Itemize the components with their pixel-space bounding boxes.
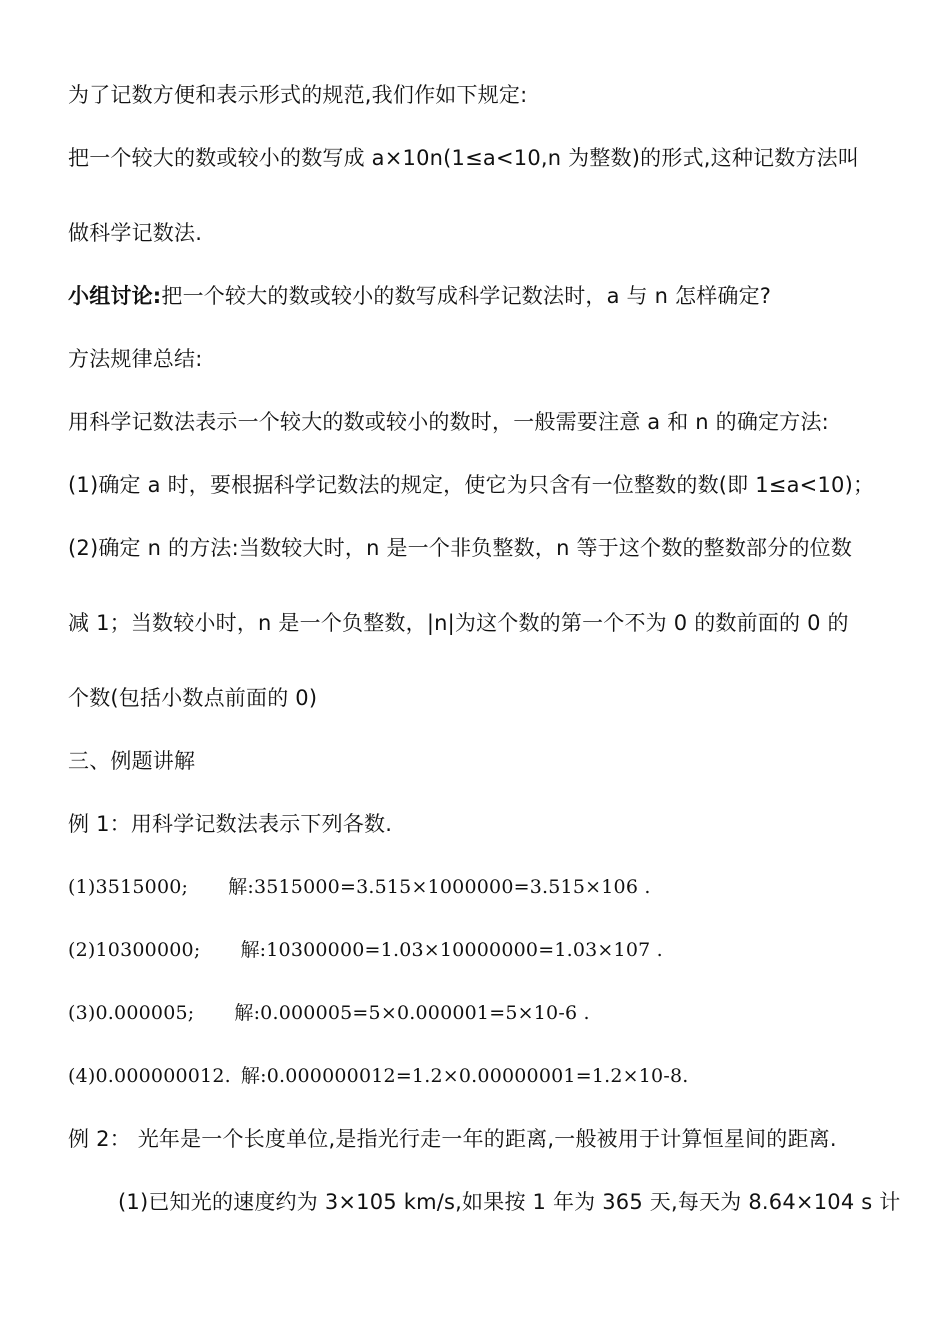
method-point-1: (1)确定 a 时，要根据科学记数法的规定，使它为只含有一位整数的数(即 1≤a<10)； bbox=[68, 473, 875, 497]
example-1-heading: 例 1：用科学记数法表示下列各数. bbox=[68, 812, 393, 836]
example-1-item-2 bbox=[68, 935, 663, 965]
example-2-item-1: (1)已知光的速度约为 3×105 km/s,如果按 1 年为 365 天,每天为 8.64×104 s 计 bbox=[118, 1190, 901, 1214]
method-summary-heading: 方法规律总结: bbox=[68, 347, 203, 371]
group-discussion-label: 小组讨论: bbox=[68, 284, 162, 308]
rule-definition-cont-line: 做科学记数法. bbox=[68, 221, 203, 245]
example-1-item-1-question: (1)3515000; bbox=[68, 876, 189, 898]
example-1-item-4-question: (4)0.000000012. bbox=[68, 1065, 231, 1087]
example-1-item-2-question: (2)10300000; bbox=[68, 939, 201, 961]
rule-intro-line: 为了记数方便和表示形式的规范,我们作如下规定: bbox=[68, 83, 528, 107]
example-1-item-3 bbox=[68, 998, 590, 1028]
example-1-item-1 bbox=[68, 872, 651, 902]
example-1-item-4 bbox=[68, 1061, 689, 1091]
example-1-item-4-answer: 解:0.000000012=1.2×0.00000001=1.2×10-8. bbox=[240, 1065, 689, 1087]
method-point-2-cont: 减 1；当数较小时，n 是一个负整数，|n|为这个数的第一个不为 0 的数前面的 0 的 bbox=[68, 611, 849, 635]
example-1-item-3-answer: 解:0.000005=5×0.000001=5×10-6 . bbox=[234, 1002, 590, 1024]
example-2-heading: 例 2： 光年是一个长度单位,是指光行走一年的距离,一般被用于计算恒星间的距离. bbox=[68, 1127, 837, 1151]
group-discussion-text: 把一个较大的数或较小的数写成科学记数法时，a 与 n 怎样确定? bbox=[161, 284, 772, 308]
example-1-item-1-answer: 解:3515000=3.515×1000000=3.515×106 . bbox=[228, 876, 651, 898]
rule-definition-line: 把一个较大的数或较小的数写成 a×10n(1≤a<10,n 为整数)的形式,这种记数方法叫 bbox=[68, 146, 860, 170]
section-heading-examples: 三、例题讲解 bbox=[68, 749, 196, 773]
method-point-2-end: 个数(包括小数点前面的 0) bbox=[68, 686, 318, 710]
method-summary-line: 用科学记数法表示一个较大的数或较小的数时，一般需要注意 a 和 n 的确定方法: bbox=[68, 410, 829, 434]
example-1-item-2-answer: 解:10300000=1.03×10000000=1.03×107 . bbox=[240, 939, 663, 961]
example-1-item-3-question: (3)0.000005; bbox=[68, 1002, 195, 1024]
group-discussion-line bbox=[68, 281, 771, 311]
method-point-2: (2)确定 n 的方法:当数较大时，n 是一个非负整数，n 等于这个数的整数部分的位数 bbox=[68, 536, 853, 560]
